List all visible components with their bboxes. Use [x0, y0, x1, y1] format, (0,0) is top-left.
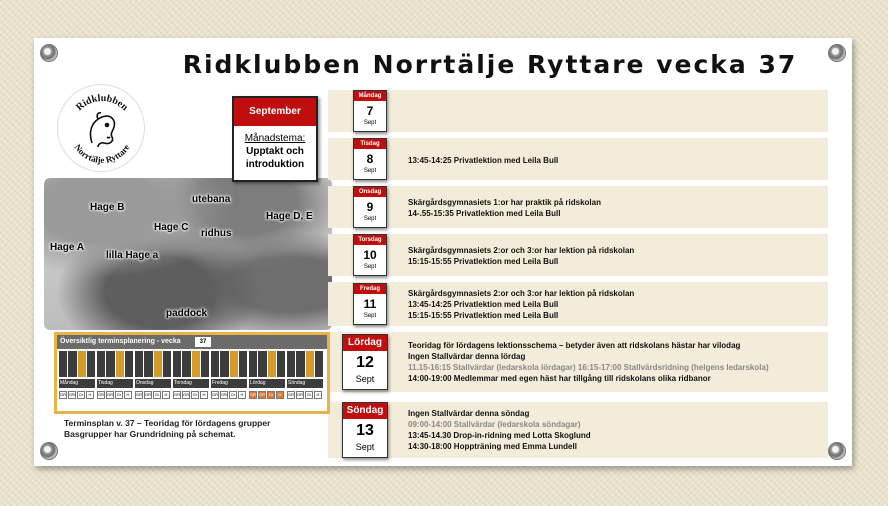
calendar-icon: [353, 283, 387, 325]
term-column: [144, 351, 152, 377]
term-column: [173, 351, 181, 377]
calendar-icon: [342, 334, 388, 390]
term-column: [287, 351, 295, 377]
term-cell: H: [86, 391, 94, 399]
month-card: [232, 96, 318, 182]
term-day: [135, 351, 171, 407]
day-weekday: Fredag: [354, 284, 386, 294]
term-column: [154, 351, 162, 377]
map-label-hage-b: Hage B: [90, 202, 125, 213]
term-day-label: Torsdag: [173, 379, 209, 388]
schedule-line: 14:30-18:00 Hoppträning med Emma Lundell: [408, 442, 577, 451]
screw-icon: [828, 44, 846, 62]
term-cell: GR: [107, 392, 113, 397]
day-date: 12: [356, 354, 374, 371]
club-logo: [57, 84, 145, 172]
term-column: [306, 351, 314, 377]
map-label-lilla-hage-a: lilla Hage a: [106, 250, 159, 261]
term-column: [59, 351, 67, 377]
term-day-cells: [287, 391, 322, 399]
day-row-wednesday: [328, 186, 828, 228]
term-column: [97, 351, 105, 377]
term-column: [249, 351, 257, 377]
term-column: [230, 351, 238, 377]
term-day-columns: [173, 351, 209, 377]
term-column: [277, 351, 285, 377]
term-column: [296, 351, 304, 377]
map-label-paddock: paddock: [166, 308, 208, 319]
term-cell: Gr: [230, 392, 236, 397]
term-cell: GR: [145, 392, 151, 397]
term-cell: GR: [212, 392, 218, 397]
term-cell: Gr: [116, 392, 122, 397]
schedule-line: Skärgårdsgymnasiets 1:or har praktik på ridskolan: [408, 198, 601, 207]
term-column: [268, 351, 276, 377]
farm-map-image: [44, 178, 332, 330]
day-date: 8: [366, 152, 374, 166]
term-cell: H: [238, 391, 246, 399]
term-cell: GR: [297, 392, 303, 397]
day-month: Sept: [355, 374, 375, 384]
day-date: 10: [363, 248, 377, 262]
day-weekday: Onsdag: [354, 187, 386, 197]
term-column: [125, 351, 133, 377]
term-day-columns: [97, 351, 133, 377]
day-row-friday: [328, 282, 828, 326]
term-cell: GR: [259, 392, 265, 397]
svg-text:Ridklubben: [74, 93, 130, 114]
horse-head-icon: [90, 113, 114, 147]
term-day-columns: [135, 351, 171, 377]
calendar-icon: [353, 186, 387, 228]
schedule-line: Ingen Stallvärdar denna söndag: [408, 409, 530, 418]
term-column: [163, 351, 171, 377]
schedule-line: 13:45-14:25 Privatlektion med Leila Bull: [408, 300, 559, 309]
day-month: Sept: [363, 313, 377, 319]
term-day-label: Måndag: [59, 379, 95, 388]
term-cell: Gr: [78, 392, 84, 397]
term-day: [211, 351, 247, 407]
term-column: [135, 351, 143, 377]
term-day-cells: [211, 391, 246, 399]
day-month: Sept: [355, 442, 375, 452]
term-day-cells: [59, 391, 94, 399]
term-column: [258, 351, 266, 377]
month-name: September: [234, 98, 316, 126]
term-column: [78, 351, 86, 377]
schedule-board: [34, 38, 852, 466]
term-column: [201, 351, 209, 377]
day-date: 13: [356, 422, 374, 439]
day-row-saturday: [328, 332, 828, 392]
term-column: [315, 351, 323, 377]
term-column: [220, 351, 228, 377]
day-date: 9: [366, 200, 374, 214]
term-day-cells: [97, 391, 132, 399]
term-cell: Gr: [268, 392, 274, 397]
term-day-columns: [59, 351, 95, 377]
map-label-ridhus: ridhus: [201, 228, 232, 239]
calendar-icon: [353, 234, 387, 276]
svg-text:Norrtälje Ryttare: [72, 142, 131, 165]
schedule-line: Ingen Stallvärdar denna lördag: [408, 352, 526, 361]
term-cell: GR: [174, 392, 180, 397]
term-cell: H: [124, 391, 132, 399]
term-day-label: Fredag: [211, 379, 247, 388]
term-day-columns: [249, 351, 285, 377]
term-cell: Gr: [154, 392, 160, 397]
schedule-line: 09:00-14:00 Stallvärdar (ledarskola söndagar): [408, 420, 581, 429]
day-weekday: Måndag: [354, 91, 386, 101]
day-weekday: Tisdag: [354, 139, 386, 149]
screw-icon: [828, 442, 846, 460]
schedule-line: 11.15-16:15 Stallvärdar (ledarskola lördagar) 16:15-17:00 Stallvärdsridning (helgens ledarskola): [408, 363, 769, 372]
term-day-cells: [135, 391, 170, 399]
term-days: [59, 351, 325, 407]
day-month: Sept: [363, 120, 377, 126]
calendar-icon: [342, 402, 388, 458]
term-cell: H: [162, 391, 170, 399]
term-column: [87, 351, 95, 377]
page-title: Ridklubben Norrtälje Ryttare vecka 37: [182, 50, 798, 79]
term-cell: H: [200, 391, 208, 399]
term-cell: Gr: [306, 392, 312, 397]
term-day: [59, 351, 95, 407]
term-day-label: Onsdag: [135, 379, 171, 388]
term-day-label: Tisdag: [97, 379, 133, 388]
term-column: [116, 351, 124, 377]
term-cell: GR: [136, 392, 142, 397]
day-row-sunday: [328, 402, 828, 458]
term-cell: GR: [183, 392, 189, 397]
term-day-label: Lördag: [249, 379, 285, 388]
term-day-cells: [173, 391, 208, 399]
term-note-line2: Basgrupper har Grundridning på schemat.: [64, 429, 236, 439]
term-column: [68, 351, 76, 377]
term-day: [287, 351, 323, 407]
day-date: 11: [363, 297, 377, 311]
term-cell: Gr: [192, 392, 198, 397]
day-date: 7: [366, 104, 374, 118]
logo-top-text: Ridklubben: [74, 92, 130, 114]
month-theme: Upptakt och introduktion: [245, 146, 305, 170]
schedule-line: 15:15-15:55 Privatlektion med Leila Bull: [408, 257, 559, 266]
schedule-line: Skärgårdsgymnasiets 2:or och 3:or har lektion på ridskolan: [408, 289, 635, 298]
term-day: [97, 351, 133, 407]
schedule-line: 13:45-14:25 Privatlektion med Leila Bull: [408, 156, 559, 165]
term-day-cells: [249, 391, 284, 399]
logo-bottom-text: Norrtälje Ryttare: [72, 142, 132, 166]
screw-icon: [40, 442, 58, 460]
term-column: [106, 351, 114, 377]
term-planning-panel: [54, 332, 330, 414]
term-cell: H: [314, 391, 322, 399]
term-cell: GR: [69, 392, 75, 397]
day-weekday: Söndag: [343, 403, 387, 419]
schedule-line: 14-.55-15:35 Privatlektion med Leila Bull: [408, 209, 561, 218]
term-cell: GR: [98, 392, 104, 397]
day-row-tuesday: [328, 138, 828, 180]
day-month: Sept: [363, 264, 377, 270]
term-cell: GR: [288, 392, 294, 397]
schedule-line: Teoridag för lördagens lektionsschema – betyder även att ridskolans hästar har vilodag: [408, 341, 741, 350]
screw-icon: [40, 44, 58, 62]
term-note-line1: Terminsplan v. 37 – Teoridag för lördagens grupper: [64, 418, 271, 428]
calendar-icon: [353, 90, 387, 132]
term-day: [249, 351, 285, 407]
schedule-line: Skärgårdsgymnasiets 2:or och 3:or har lektion på ridskolan: [408, 246, 635, 255]
schedule-line: 13:45-14.30 Drop-in-ridning med Lotta Skoglund: [408, 431, 591, 440]
term-week: 37: [195, 337, 211, 347]
term-column: [239, 351, 247, 377]
map-label-hage-c: Hage C: [154, 222, 189, 233]
term-day-label: Söndag: [287, 379, 323, 388]
calendar-icon: [353, 138, 387, 180]
day-month: Sept: [363, 216, 377, 222]
term-column: [182, 351, 190, 377]
term-header: Översiktlig terminsplanering - vecka: [60, 338, 181, 345]
term-column: [192, 351, 200, 377]
schedule-line: 14:00-19:00 Medlemmar med egen häst har tillgång till ridskolans olika ridbanor: [408, 374, 711, 383]
term-cell: H: [276, 391, 284, 399]
month-theme-label: Månadstema:: [244, 133, 306, 144]
day-weekday: Lördag: [343, 335, 387, 351]
term-column: [211, 351, 219, 377]
map-label-hage-de: Hage D, E: [266, 211, 313, 222]
day-row-thursday: [328, 234, 828, 276]
term-cell: GR: [250, 392, 256, 397]
term-cell: GR: [60, 392, 66, 397]
term-day-columns: [211, 351, 247, 377]
term-cell: GR: [221, 392, 227, 397]
schedule-line: 15:15-15:55 Privatlektion med Leila Bull: [408, 311, 559, 320]
day-month: Sept: [363, 168, 377, 174]
day-row-monday: [328, 90, 828, 132]
map-label-utebana: utebana: [192, 194, 231, 205]
day-weekday: Torsdag: [354, 235, 386, 245]
term-day: [173, 351, 209, 407]
term-day-columns: [287, 351, 323, 377]
map-label-hage-a: Hage A: [50, 242, 85, 253]
